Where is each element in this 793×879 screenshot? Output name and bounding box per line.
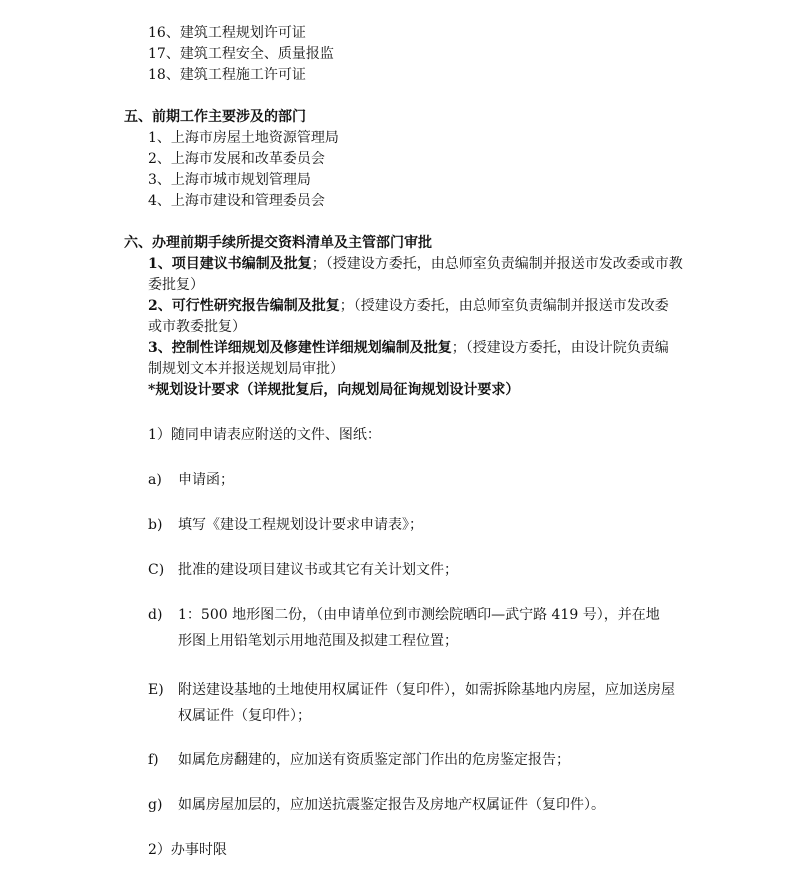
item-title: 1、项目建议书编制及批复 bbox=[148, 256, 312, 272]
item-text: ；（授建设方委托，由总师室负责编制并报送市发改委 bbox=[339, 298, 669, 314]
list-label: f) bbox=[148, 752, 159, 768]
list-label: g) bbox=[148, 797, 163, 813]
list-item: 1：500 地形图二份，（由申请单位到市测绘院晒印—武宁路 419 号），并在地 bbox=[178, 607, 660, 623]
list-item: 4、上海市建设和管理委员会 bbox=[148, 193, 325, 209]
list-item: 附送建设基地的土地使用权属证件（复印件），如需拆除基地内房屋，应加送房屋 bbox=[178, 682, 675, 698]
paragraph-line: 委批复） bbox=[148, 277, 204, 293]
list-label: b) bbox=[148, 517, 163, 533]
list-item: 批准的建设项目建议书或其它有关计划文件； bbox=[178, 562, 458, 578]
list-item: 如属房屋加层的，应加送抗震鉴定报告及房地产权属证件（复印件）。 bbox=[178, 797, 605, 813]
list-item: 17、建筑工程安全、质量报监 bbox=[148, 46, 334, 62]
item-title: 2、可行性研究报告编制及批复 bbox=[148, 298, 340, 314]
list-label: E) bbox=[148, 682, 164, 698]
list-label: d) bbox=[148, 607, 163, 623]
paragraph bbox=[148, 339, 669, 357]
note-heading: *规划设计要求（详规批复后，向规划局征询规划设计要求） bbox=[148, 382, 520, 398]
sub-heading: 2）办事时限 bbox=[148, 842, 227, 858]
paragraph bbox=[148, 297, 669, 315]
list-item: 3、上海市城市规划管理局 bbox=[148, 172, 311, 188]
item-text: ；（授建设方委托，由设计院负责编 bbox=[451, 340, 669, 356]
sub-heading: 1）随同申请表应附送的文件、图纸： bbox=[148, 427, 381, 443]
section-heading: 六、办理前期手续所提交资料清单及主管部门审批 bbox=[124, 235, 432, 251]
list-item: 16、建筑工程规划许可证 bbox=[148, 25, 306, 41]
list-item: 18、建筑工程施工许可证 bbox=[148, 67, 306, 83]
paragraph-line: 或市教委批复） bbox=[148, 319, 246, 335]
list-label: a) bbox=[148, 472, 162, 488]
list-item: 如属危房翻建的，应加送有资质鉴定部门作出的危房鉴定报告； bbox=[178, 752, 570, 768]
paragraph-line: 制规划文本并报送规划局审批） bbox=[148, 361, 344, 377]
list-item-continuation: 权属证件（复印件）； bbox=[178, 708, 311, 724]
section-heading: 五、前期工作主要涉及的部门 bbox=[124, 109, 306, 125]
list-item-continuation: 形图上用铅笔划示用地范围及拟建工程位置； bbox=[178, 633, 458, 649]
item-title: 3、控制性详细规划及修建性详细规划编制及批复 bbox=[148, 340, 452, 356]
list-item: 2、上海市发展和改革委员会 bbox=[148, 151, 325, 167]
item-text: ；（授建设方委托，由总师室负责编制并报送市发改委或市教 bbox=[311, 256, 683, 272]
list-item: 填写《建设工程规划设计要求申请表》； bbox=[178, 517, 423, 533]
list-item: 1、上海市房屋土地资源管理局 bbox=[148, 130, 339, 146]
list-label: C) bbox=[148, 562, 165, 578]
paragraph bbox=[148, 255, 683, 273]
list-item: 申请函； bbox=[178, 472, 234, 488]
